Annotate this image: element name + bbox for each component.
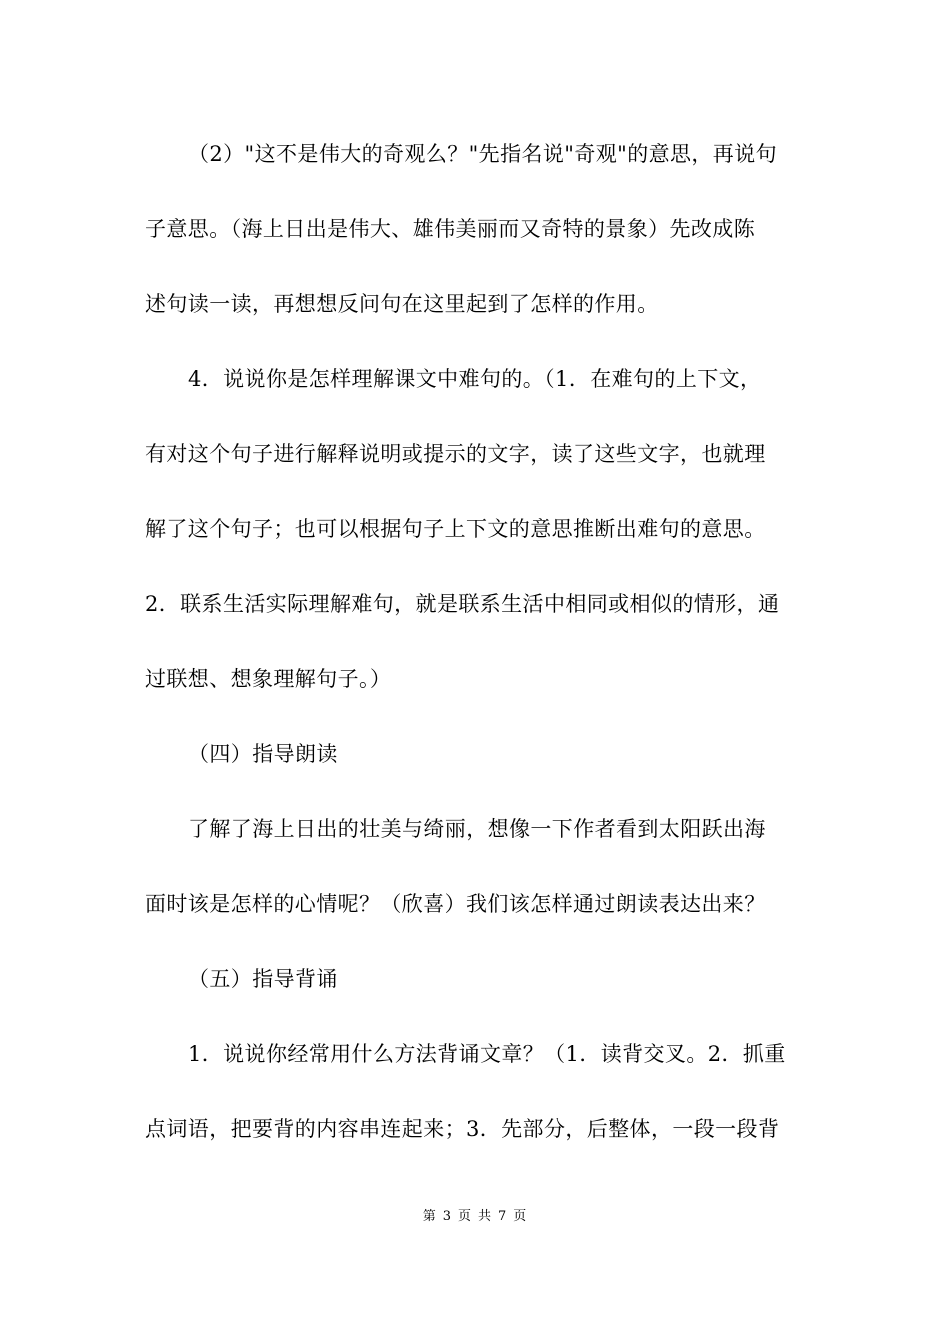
paragraph-line: 述句读一读，再想想反问句在这里起到了怎样的作用。 bbox=[145, 292, 659, 316]
paragraph-line: 子意思。（海上日出是伟大、雄伟美丽而又奇特的景象）先改成陈 bbox=[145, 217, 756, 241]
paragraph-line: 解了这个句子；也可以根据句子上下文的意思推断出难句的意思。 bbox=[145, 517, 766, 541]
paragraph-line: 有对这个句子进行解释说明或提示的文字，读了这些文字，也就理 bbox=[145, 442, 766, 466]
footer-label-page: 第 bbox=[422, 1209, 437, 1224]
paragraph-line: 点词语，把要背的内容串连起来；3．先部分，后整体，一段一段背 bbox=[145, 1117, 780, 1141]
paragraph-line: 1．说说你经常用什么方法背诵文章？（1．读背交叉。2．抓重 bbox=[188, 1042, 786, 1066]
footer-current-page: 3 bbox=[442, 1209, 452, 1224]
paragraph-line: 了解了海上日出的壮美与绮丽，想像一下作者看到太阳跃出海 bbox=[188, 817, 766, 841]
footer-label-unit2: 页 bbox=[513, 1209, 528, 1224]
section-heading: （五）指导背诵 bbox=[188, 967, 338, 991]
paragraph-line: （2）"这不是伟大的奇观么？"先指名说"奇观"的意思，再说句 bbox=[188, 142, 777, 166]
footer-label-total: 共 bbox=[478, 1209, 493, 1224]
footer-label-unit: 页 bbox=[457, 1209, 472, 1224]
paragraph-line: 4．说说你是怎样理解课文中难句的。（1．在难句的上下文， bbox=[188, 367, 762, 391]
page-footer bbox=[0, 1208, 950, 1226]
paragraph-line: 2．联系生活实际理解难句，就是联系生活中相同或相似的情形，通 bbox=[145, 592, 780, 616]
paragraph-line: 过联想、想象理解句子。） bbox=[145, 667, 392, 691]
footer-total-pages: 7 bbox=[498, 1209, 508, 1224]
paragraph-line: 面时该是怎样的心情呢？（欣喜）我们该怎样通过朗读表达出来？ bbox=[145, 892, 766, 916]
section-heading: （四）指导朗读 bbox=[188, 742, 338, 766]
